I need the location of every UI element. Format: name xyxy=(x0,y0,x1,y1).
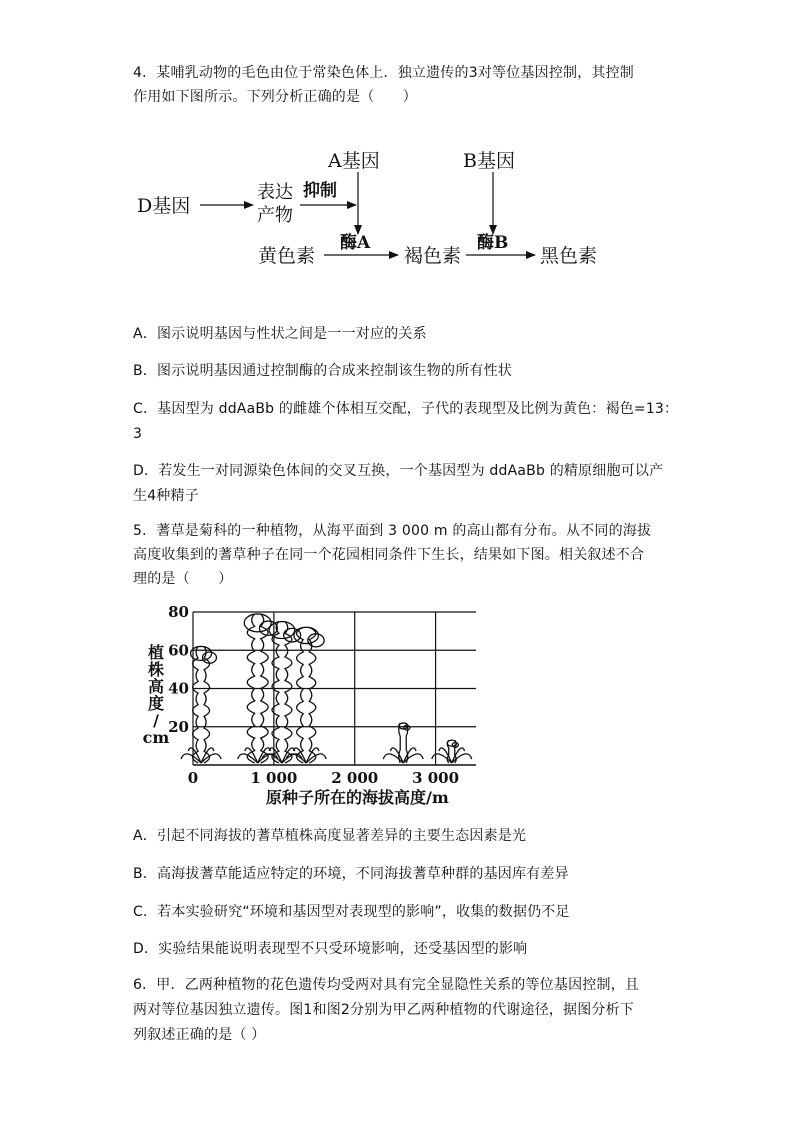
brown-pigment-label: 褐色素 xyxy=(404,245,462,267)
plant-mark xyxy=(383,723,423,763)
expression-product-label-1: 表达 xyxy=(257,182,293,203)
q4-option-c-line-2: 3 xyxy=(133,426,143,442)
y-tick-label: 40 xyxy=(168,679,189,698)
q5-option-a: A．引起不同海拔的蓍草植株高度显著差异的主要生态因素是光 xyxy=(133,828,527,844)
q6-stem-line-3: 列叙述正确的是（ ） xyxy=(133,1027,266,1043)
plant-mark xyxy=(181,646,221,763)
q5-stem-line-2: 高度收集到的蓍草种子在同一个花园相同条件下生长，结果如下图。相关叙述不合 xyxy=(133,547,645,563)
y-axis-label xyxy=(143,643,170,747)
yellow-pigment-label: 黄色素 xyxy=(258,245,316,267)
q5-stem-line-1: 5．蓍草是菊科的一种植物，从海平面到 3 000 m 的高山都有分布。从不同的海拔 xyxy=(133,523,652,539)
d-gene-label: D基因 xyxy=(137,195,191,217)
x-axis-label: 原种子所在的海拔高度/m xyxy=(266,788,449,807)
y-tick-label: 80 xyxy=(168,603,189,621)
plant-mark xyxy=(262,622,302,763)
y-axis-label-char: 度 xyxy=(147,694,165,713)
q6-stem-line-2: 两对等位基因独立遗传。图1和图2分别为甲乙两种植物的代谢途径，据图分析下 xyxy=(133,1002,635,1018)
chart-grid xyxy=(193,612,476,765)
x-tick-label: 3 000 xyxy=(412,769,460,787)
black-pigment-label: 黑色素 xyxy=(540,245,598,267)
q4-stem-line-2: 作用如下图所示。下列分析正确的是（ ） xyxy=(133,89,417,105)
q5-option-d: D．实验结果能说明表现型不只受环境影响，还受基因型的影响 xyxy=(133,941,528,957)
x-tick-label: 1 000 xyxy=(250,769,298,787)
enzyme-a-label: 酶A xyxy=(340,233,371,253)
y-axis-label-char: 植 xyxy=(147,643,165,662)
q4-option-a: A．图示说明基因与性状之间是一一对应的关系 xyxy=(133,326,427,342)
expression-product-label-2: 产物 xyxy=(257,205,293,226)
q4-option-b: B．图示说明基因通过控制酶的合成来控制该生物的所有性状 xyxy=(133,363,513,379)
x-tick-label: 2 000 xyxy=(331,769,379,787)
q4-option-d-line-2: 生4种精子 xyxy=(133,488,199,504)
plant-mark xyxy=(286,627,326,763)
a-gene-label: A基因 xyxy=(328,150,380,172)
q5-stem-line-3: 理的是（ ） xyxy=(133,571,233,587)
y-axis-label-char: cm xyxy=(142,728,170,747)
q5-option-c: C．若本实验研究“环境和基因型对表现型的影响”，收集的数据仍不足 xyxy=(133,904,570,920)
inhibit-label: 抑制 xyxy=(303,181,337,201)
q4-stem-line-1: 4．某哺乳动物的毛色由位于常染色体上．独立遗传的3对等位基因控制，其控制 xyxy=(133,65,635,81)
gene-pathway-diagram xyxy=(0,0,794,300)
enzyme-b-label: 酶B xyxy=(477,233,509,253)
y-axis-label-char: / xyxy=(153,711,159,730)
y-tick-label: 60 xyxy=(168,641,189,660)
b-gene-label: B基因 xyxy=(463,150,515,172)
y-tick-label: 20 xyxy=(168,717,189,736)
y-axis-label-char: 株 xyxy=(147,660,165,679)
q4-option-d-line-1: D．若发生一对同源染色体间的交叉互换，一个基因型为 ddAaBb 的精原细胞可以产 xyxy=(133,463,664,479)
plant-mark xyxy=(432,740,472,763)
q6-stem-line-1: 6．甲．乙两种植物的花色遗传均受两对具有完全显隐性关系的等位基因控制，且 xyxy=(133,977,640,993)
yarrow-height-chart xyxy=(140,600,500,810)
q5-option-b: B．高海拔蓍草能适应特定的环境，不同海拔蓍草种群的基因库有差异 xyxy=(133,866,569,882)
x-tick-label: 0 xyxy=(187,769,199,787)
y-axis-label-char: 高 xyxy=(147,677,165,696)
q4-option-c-line-1: C．基因型为 ddAaBb 的雌雄个体相互交配，子代的表现型及比例为黄色：褐色=13： xyxy=(133,401,679,417)
